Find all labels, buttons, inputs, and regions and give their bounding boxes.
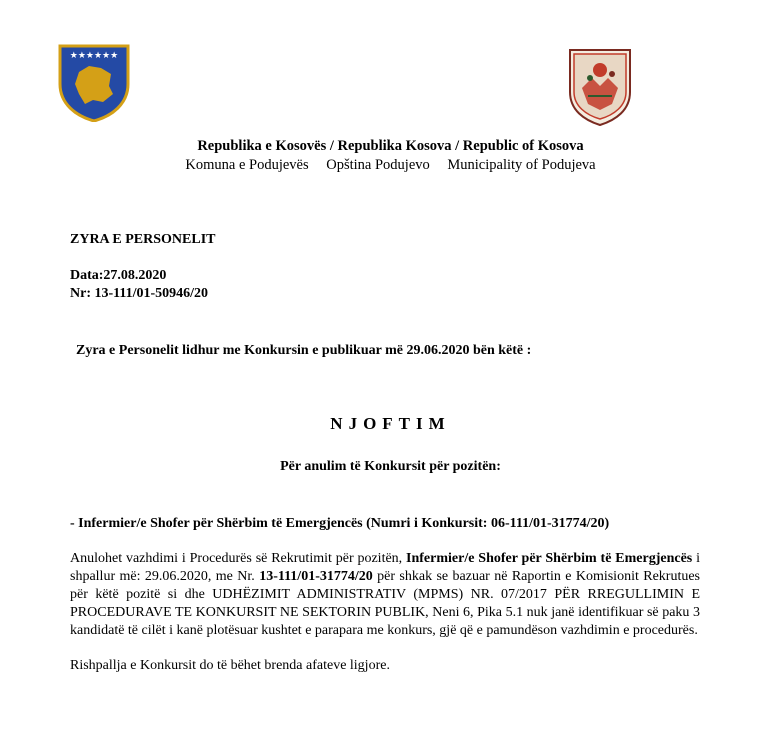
municipality-name-serbian: Opština Podujevo	[326, 157, 430, 173]
body-text-1: Anulohet vazhdimi i Procedurës së Rekrutimit për pozitën,	[70, 551, 407, 566]
notice-title: NJOFTIM	[330, 414, 451, 433]
position-line: - Infermier/e Shofer për Shërbim të Emergjencës (Numri i Konkursit: 06-111/01-31774/20)	[70, 516, 610, 531]
podujeva-coat-of-arms-icon	[568, 48, 632, 126]
document-date: Data:27.08.2020	[70, 268, 167, 283]
municipality-name-english: Municipality of Podujeva	[447, 157, 596, 173]
republic-header: Republika e Kosovës / Republika Kosova / Republic of Kosova	[197, 138, 584, 154]
body-competition-number: 13-111/01-31774/20	[259, 569, 373, 584]
body-paragraph	[70, 550, 700, 640]
kosovo-coat-of-arms-icon	[57, 44, 131, 122]
body-text-3: për shkak se bazuar në Raportin e Komisionit Rekrutues për këtë pozitë si dhe UDHËZIMIT ADMINISTRATIV (MPMS) NR. 07/2017 PËR RREGULLIMIN E PROCEDURAVE TE KONKURSIT NE SEKTORIN PUBLIK, Neni 6, Pika 5.1 nuk janë identifikuar së paku 3 kandidatë të cilët i kanë plotësuar kushtet e parapara me konkurs, gjë që e pamundëson vazhdimin e procedurës.	[70, 569, 701, 638]
municipality-name-albanian: Komuna e Podujevës	[185, 157, 309, 173]
closing-line: Rishpallja e Konkursit do të bëhet brenda afateve ligjore.	[70, 658, 390, 673]
intro-line: Zyra e Personelit lidhur me Konkursin e publikuar më 29.06.2020 bën këtë :	[76, 343, 532, 358]
document-number: Nr: 13-111/01-50946/20	[70, 286, 209, 301]
svg-text:★★★★★★: ★★★★★★	[69, 51, 119, 61]
municipality-header	[0, 157, 781, 174]
office-name: ZYRA E PERSONELIT	[70, 232, 216, 247]
notice-subtitle: Për anulim të Konkursit për pozitën:	[280, 459, 501, 474]
body-position-name: Infermier/e Shofer për Shërbim të Emergjencës	[406, 551, 693, 566]
body-text-2: i shpallur më: 29.06.2020, me Nr.	[70, 551, 701, 584]
